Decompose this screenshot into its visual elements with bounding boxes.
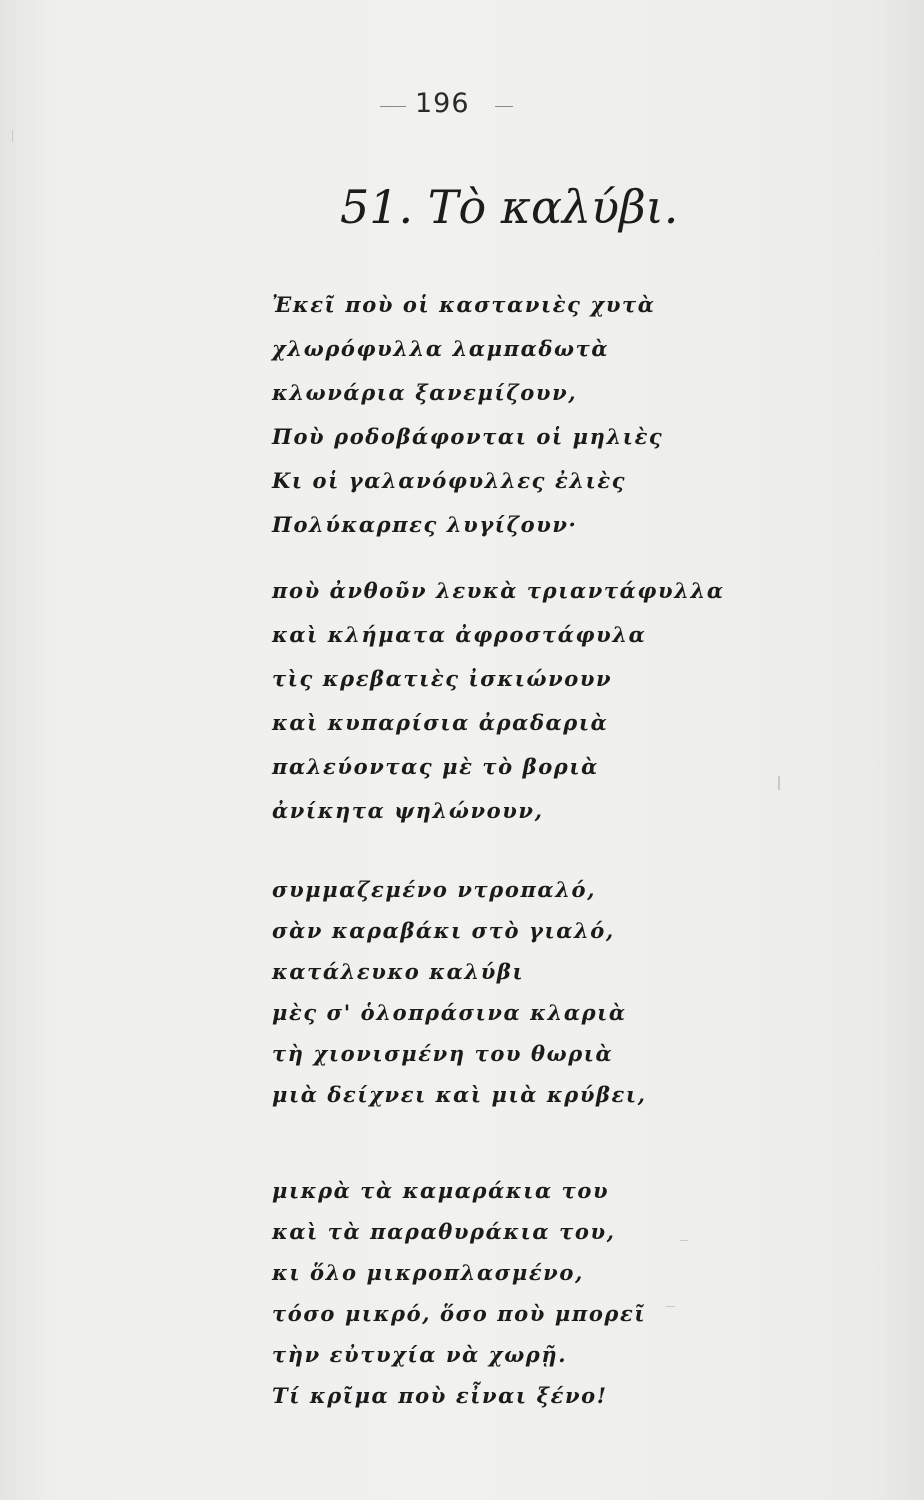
verse-line: συμμαζεμένο ντροπαλό,	[272, 877, 597, 902]
verse-line: μικρὰ τὰ καμαράκια του	[272, 1178, 610, 1203]
paper-speck	[666, 1306, 675, 1307]
paper-speck	[680, 1240, 688, 1241]
stanza-3	[272, 869, 792, 1115]
verse-line: τὴ χιονισμένη του θωριὰ	[272, 1041, 614, 1066]
page-number-dash-left	[380, 106, 406, 107]
verse-line: καὶ κλήματα ἀφροστάφυλα	[272, 622, 647, 647]
verse-line: Τί κρῖμα ποὺ εἶναι ξένο!	[272, 1383, 608, 1408]
stanza-1	[272, 283, 792, 547]
verse-line: χλωρόφυλλα λαμπαδωτὰ	[272, 336, 610, 361]
page-header	[0, 88, 924, 124]
verse-line: κλωνάρια ξανεμίζουν,	[272, 380, 578, 405]
verse-line: Ποὺ ροδοβάφονται οἱ μηλιὲς	[272, 424, 664, 449]
verse-line: σὰν καραβάκι στὸ γιαλό,	[272, 918, 615, 943]
verse-line: καὶ τὰ παραθυράκια του,	[272, 1219, 616, 1244]
page-number: 196	[415, 88, 470, 119]
page-number-dash-right	[495, 106, 513, 107]
verse-line: Ἐκεῖ ποὺ οἱ καστανιὲς χυτὰ	[272, 292, 656, 317]
paper-speck	[778, 776, 780, 790]
verse-line: κι ὅλο μικροπλασμένο,	[272, 1260, 584, 1285]
verse-line: τὶς κρεβατιὲς ἰσκιώνουν	[272, 666, 613, 691]
stanza-4	[272, 1170, 792, 1416]
paper-speck	[12, 130, 13, 142]
verse-line: Κι οἱ γαλανόφυλλες ἐλιὲς	[272, 468, 627, 493]
verse-line: μιὰ δείχνει καὶ μιὰ κρύβει,	[272, 1082, 647, 1107]
verse-line: ἀνίκητα ψηλώνουν,	[272, 798, 544, 823]
verse-line: κατάλευκο καλύβι	[272, 959, 525, 984]
verse-line: μὲς σ' ὁλοπράσινα κλαριὰ	[272, 1000, 627, 1025]
poem-title: 51. Τὸ καλύβι.	[340, 180, 679, 234]
stanza-2	[272, 569, 792, 833]
verse-line: τὴν εὐτυχία νὰ χωρῇ.	[272, 1342, 568, 1367]
verse-line: τόσο μικρό, ὅσο ποὺ μπορεῖ	[272, 1301, 647, 1326]
verse-line: καὶ κυπαρίσια ἀραδαριὰ	[272, 710, 609, 735]
verse-line: Πολύκαρπες λυγίζουν·	[272, 512, 578, 537]
verse-line: ποὺ ἀνθοῦν λευκὰ τριαντάφυλλα	[272, 578, 725, 603]
verse-line: παλεύοντας μὲ τὸ βοριὰ	[272, 754, 599, 779]
